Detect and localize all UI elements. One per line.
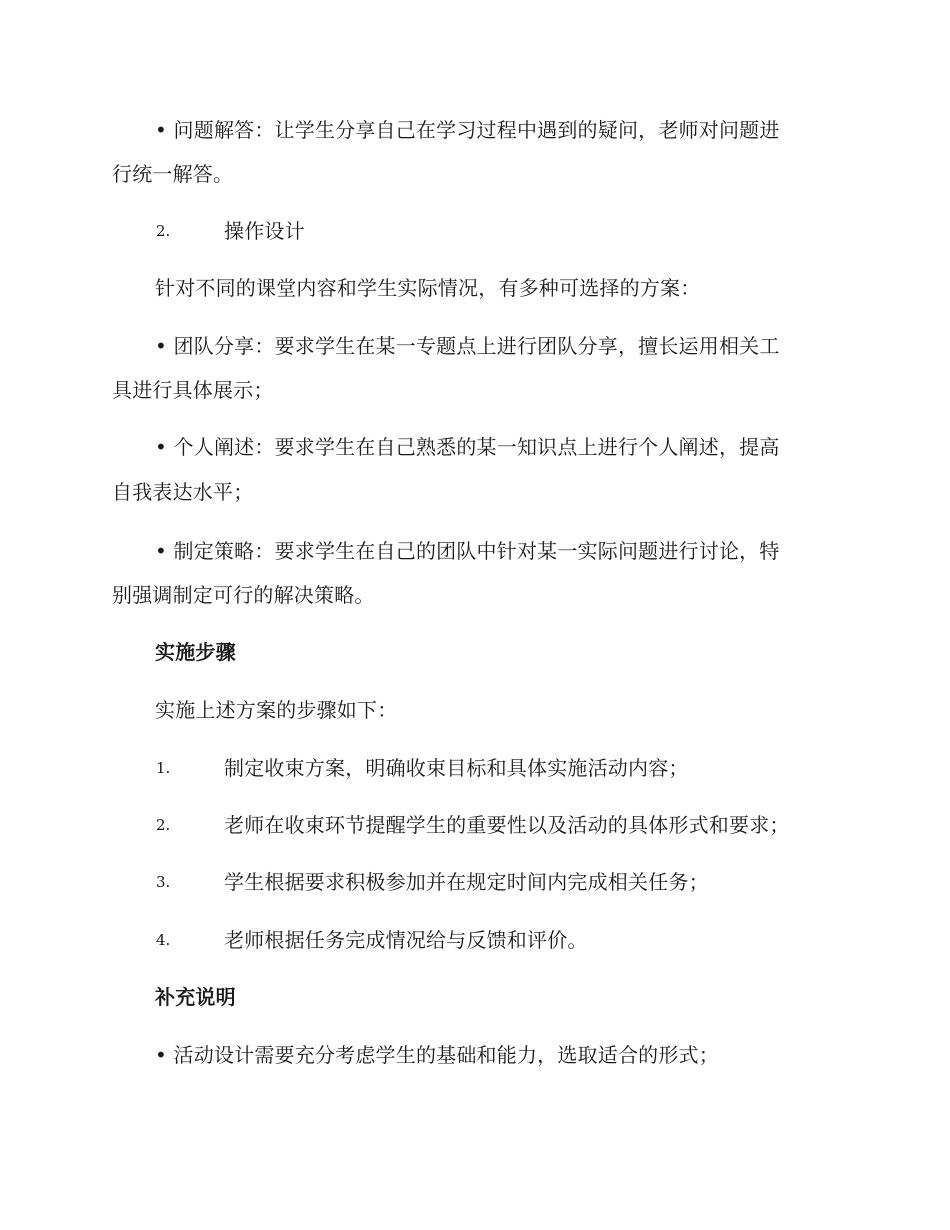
steps-intro: 实施上述方案的步骤如下： (155, 698, 398, 722)
bullet-question-line1: • 问题解答：让学生分享自己在学习过程中遇到的疑问，老师对问题进 (155, 118, 780, 142)
notes-heading: 补充说明 (155, 985, 236, 1009)
bullet-personal-line1: • 个人阐述：要求学生在自己熟悉的某一知识点上进行个人阐述，提高 (155, 435, 780, 459)
step-text: 老师在收束环节提醒学生的重要性以及活动的具体形式和要求； (224, 813, 790, 837)
op-design-number: 2. (156, 222, 171, 240)
bullet-question-line2: 行统一解答。 (112, 162, 234, 186)
step-number: 4. (156, 931, 171, 949)
options-intro: 针对不同的课堂内容和学生实际情况，有多种可选择的方案： (155, 276, 701, 300)
op-design-title: 操作设计 (224, 219, 305, 243)
step-text: 学生根据要求积极参加并在规定时间内完成相关任务； (224, 870, 709, 894)
bullet-strategy-line1: • 制定策略：要求学生在自己的团队中针对某一实际问题进行讨论，特 (155, 539, 780, 563)
bullet-personal-line2: 自我表达水平； (112, 480, 254, 504)
steps-heading: 实施步骤 (155, 640, 236, 664)
bullet-team-line2: 具进行具体展示； (112, 378, 274, 402)
bullet-team-line1: • 团队分享：要求学生在某一专题点上进行团队分享，擅长运用相关工 (155, 334, 780, 358)
bullet-strategy-line2: 别强调制定可行的解决策略。 (112, 583, 375, 607)
step-text: 制定收束方案，明确收束目标和具体实施活动内容； (224, 756, 689, 780)
step-number: 1. (156, 759, 171, 777)
step-number: 3. (156, 873, 171, 891)
bullet-activity: • 活动设计需要充分考虑学生的基础和能力，选取适合的形式； (155, 1043, 719, 1067)
step-number: 2. (156, 816, 171, 834)
step-text: 老师根据任务完成情况给与反馈和评价。 (224, 928, 588, 952)
